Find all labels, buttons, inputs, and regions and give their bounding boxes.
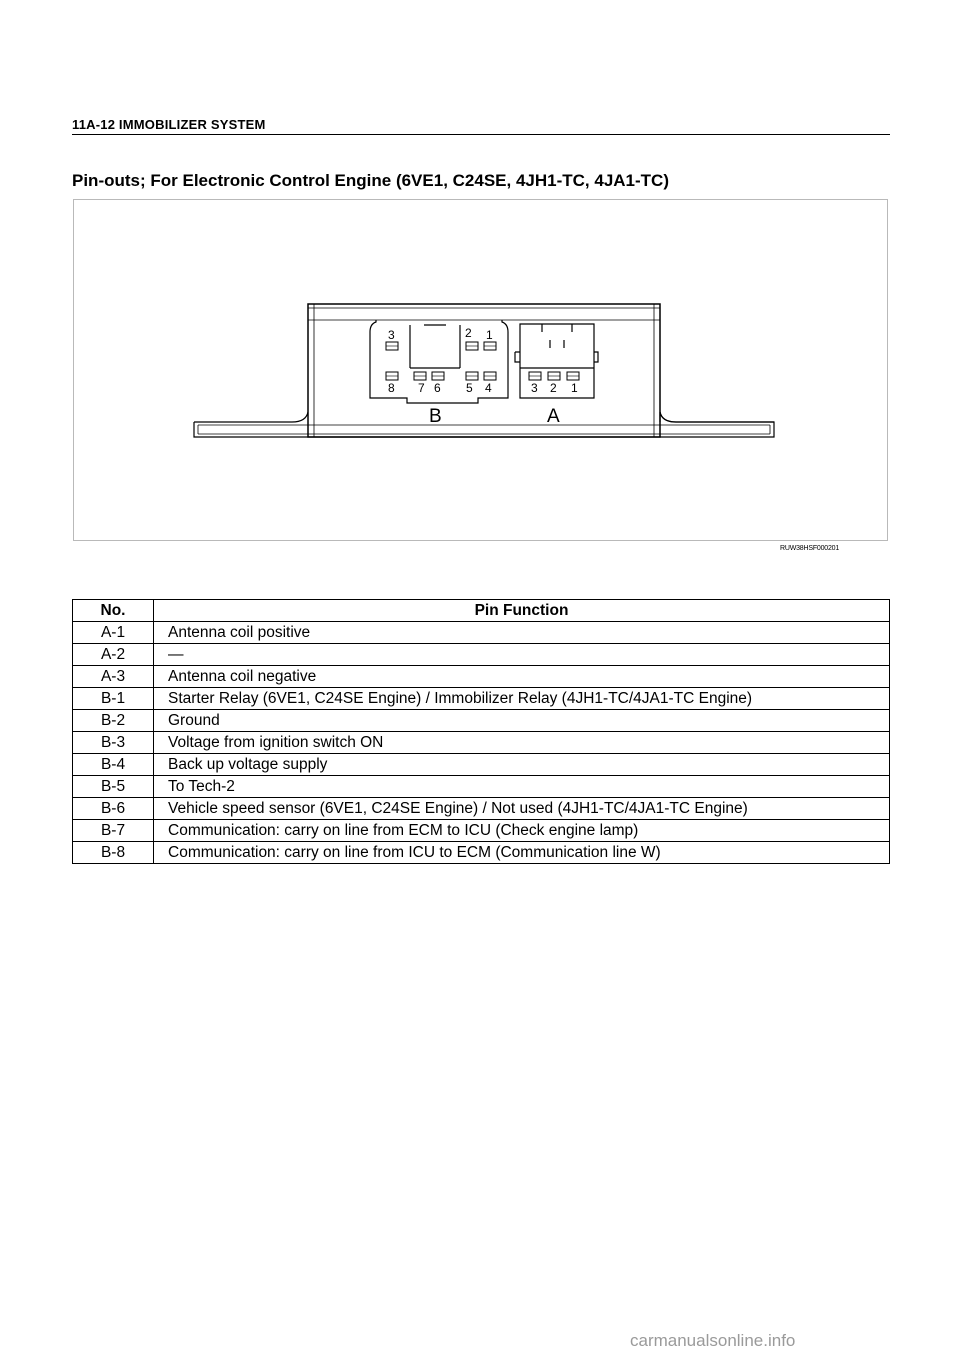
pin-number: B-7 <box>73 820 154 842</box>
pin-function: Back up voltage supply <box>154 754 890 776</box>
page-header <box>72 116 890 135</box>
icu-connector-diagram <box>74 200 889 542</box>
table-row <box>73 732 890 754</box>
pin-number: A-2 <box>73 644 154 666</box>
pin-function: Antenna coil negative <box>154 666 890 688</box>
pin-label-b8: 8 <box>388 381 395 395</box>
pin-function: Vehicle speed sensor (6VE1, C24SE Engine) / Not used (4JH1-TC/4JA1-TC Engine) <box>154 798 890 820</box>
pin-label-b4: 4 <box>485 381 492 395</box>
pin-label-b2: 2 <box>465 326 472 340</box>
figure-code: RUW38HSF000201 <box>780 545 840 552</box>
pin-number: B-8 <box>73 842 154 864</box>
table-header-row <box>73 600 890 622</box>
pin-function: Communication: carry on line from ICU to ECM (Communication line W) <box>154 842 890 864</box>
connector-figure <box>73 199 888 541</box>
pin-label-b7: 7 <box>418 381 425 395</box>
column-header-no: No. <box>73 600 154 622</box>
table-row <box>73 644 890 666</box>
pin-number: B-3 <box>73 732 154 754</box>
pin-number: A-3 <box>73 666 154 688</box>
pin-function: Communication: carry on line from ECM to ICU (Check engine lamp) <box>154 820 890 842</box>
table-row <box>73 622 890 644</box>
pin-function: Starter Relay (6VE1, C24SE Engine) / Immobilizer Relay (4JH1-TC/4JA1-TC Engine) <box>154 688 890 710</box>
pin-number: B-4 <box>73 754 154 776</box>
pin-function: Voltage from ignition switch ON <box>154 732 890 754</box>
pin-function: — <box>154 644 890 666</box>
watermark: carmanualsonline.info <box>630 1331 796 1350</box>
table-row <box>73 754 890 776</box>
pin-number: B-6 <box>73 798 154 820</box>
pin-label-b1: 1 <box>486 328 493 342</box>
column-header-function: Pin Function <box>154 600 890 622</box>
table-row <box>73 666 890 688</box>
pin-number: B-1 <box>73 688 154 710</box>
table-row <box>73 688 890 710</box>
table-row <box>73 842 890 864</box>
table-row <box>73 798 890 820</box>
pin-label-b6: 6 <box>434 381 441 395</box>
pin-number: B-5 <box>73 776 154 798</box>
pin-function: To Tech-2 <box>154 776 890 798</box>
pin-label-b3: 3 <box>388 328 395 342</box>
pin-label-b5: 5 <box>466 381 473 395</box>
pin-label-a3: 3 <box>531 381 538 395</box>
pin-function: Ground <box>154 710 890 732</box>
page-title: Pin-outs; For Electronic Control Engine (6VE1, C24SE, 4JH1-TC, 4JA1-TC) <box>72 171 669 190</box>
connector-label-b: B <box>429 406 442 427</box>
connector-label-a: A <box>547 406 560 427</box>
section-title: 11A-12 IMMOBILIZER SYSTEM <box>72 117 266 132</box>
pin-number: B-2 <box>73 710 154 732</box>
pin-function: Antenna coil positive <box>154 622 890 644</box>
pin-number: A-1 <box>73 622 154 644</box>
table-row <box>73 820 890 842</box>
pin-function-table <box>72 599 890 864</box>
table-row <box>73 776 890 798</box>
pin-label-a2: 2 <box>550 381 557 395</box>
pin-label-a1: 1 <box>571 381 578 395</box>
table-row <box>73 710 890 732</box>
